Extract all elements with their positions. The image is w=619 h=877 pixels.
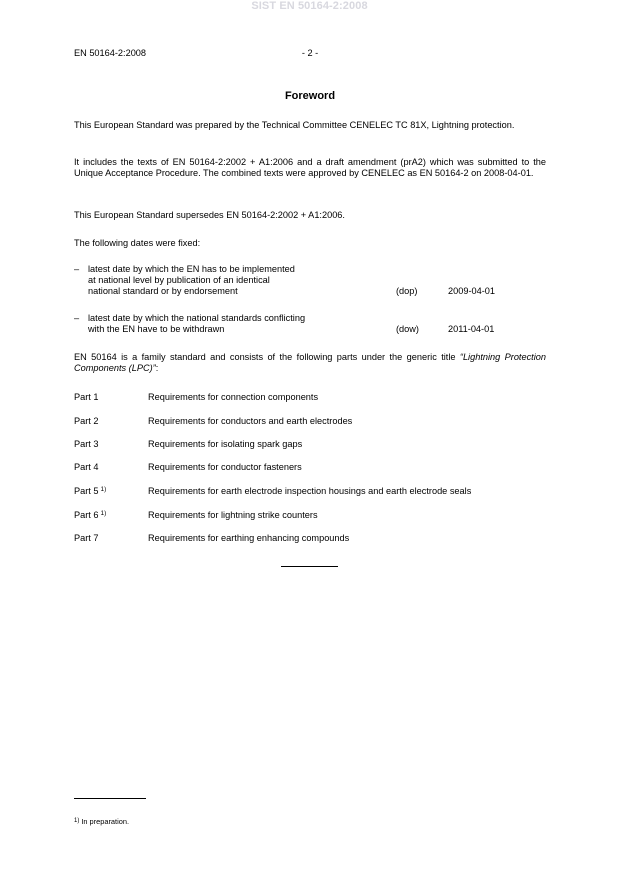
date-item-dow xyxy=(74,313,546,337)
date-code: (dow) xyxy=(396,324,419,334)
part-label: Part 4 xyxy=(74,462,99,472)
part-text: Requirements for lightning strike counters xyxy=(148,510,318,520)
family-title: “Lightning Protection Components (LPC)” xyxy=(74,352,547,373)
paragraph-supersedes: This European Standard supersedes EN 50164-2:2002 + A1:2006. xyxy=(74,210,345,220)
date-code: (dop) xyxy=(396,286,418,296)
family-suffix: : xyxy=(155,363,159,373)
list-item xyxy=(74,439,546,451)
list-item xyxy=(74,486,546,498)
paragraph-committee: This European Standard was prepared by the Technical Committee CENELEC TC 81X, Lightning protection. xyxy=(74,120,515,130)
part-text: Requirements for earth electrode inspection housings and earth electrode seals xyxy=(148,486,472,496)
date-description: latest date by which the EN has to be implemented at national level by publication of an identical national standard or by endorsement xyxy=(88,264,295,296)
part-text: Requirements for conductors and earth electrodes xyxy=(148,416,353,426)
footnote-mark: 1) xyxy=(74,818,80,824)
list-item xyxy=(74,416,546,428)
footnote-text: In preparation. xyxy=(81,817,130,826)
list-item xyxy=(74,462,546,474)
footnote-rule xyxy=(74,798,146,799)
family-text: EN 50164 is a family standard and consists of the following parts under the generic title xyxy=(74,352,460,362)
list-dash: – xyxy=(74,313,80,323)
part-text: Requirements for conductor fasteners xyxy=(148,462,302,472)
footnote xyxy=(74,818,129,827)
date-description: latest date by which the national standards conflicting with the EN have to be withdrawn xyxy=(88,313,306,334)
part-text: Requirements for isolating spark gaps xyxy=(148,439,303,449)
page-number: - 2 - xyxy=(301,48,319,58)
watermark: SIST EN 50164-2:2008 xyxy=(251,0,368,12)
part-label: Part 5 $^{1)}$ xyxy=(74,486,107,496)
part-label: Part 7 xyxy=(74,533,99,543)
date-value: 2009-04-01 xyxy=(448,286,495,296)
paragraph-dates-intro: The following dates were fixed: xyxy=(74,238,201,248)
part-text: Requirements for connection components xyxy=(148,392,319,402)
part-label: Part 3 xyxy=(74,439,99,449)
date-item-dop xyxy=(74,264,546,300)
date-value: 2011-04-01 xyxy=(448,324,495,334)
part-label: Part 1 xyxy=(74,392,99,402)
end-rule xyxy=(281,566,338,567)
list-dash: – xyxy=(74,264,80,274)
part-label: Part 6 $^{1)}$ xyxy=(74,510,107,520)
page-header xyxy=(74,48,546,62)
list-item xyxy=(74,392,546,404)
paragraph-texts: It includes the texts of EN 50164-2:2002 + A1:2006 and a draft amendment (prA2) which was submitted to the Unique Acceptance Procedure. The combined texts were approved by CENELEC as EN 50164-2 on 2008-04-01. xyxy=(74,157,546,178)
list-item xyxy=(74,533,546,545)
standard-number: EN 50164-2:2008 xyxy=(74,48,147,58)
list-item xyxy=(74,510,546,522)
section-title: Foreword xyxy=(284,90,336,102)
paragraph-family xyxy=(74,352,546,374)
part-label: Part 2 xyxy=(74,416,99,426)
part-text: Requirements for earthing enhancing compounds xyxy=(148,533,350,543)
